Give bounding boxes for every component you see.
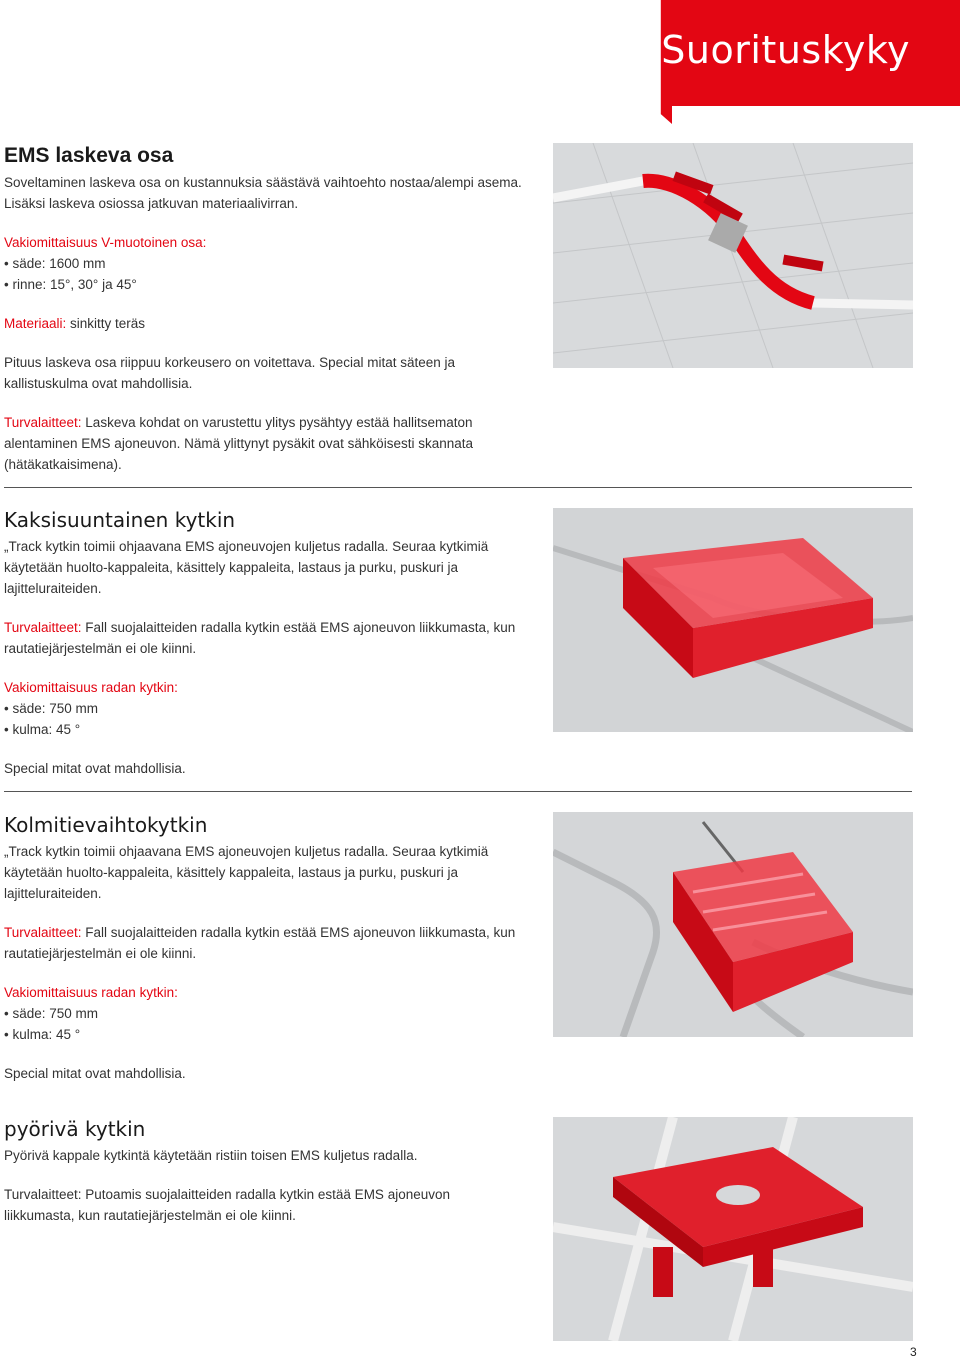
page-number: 3 [910, 1345, 917, 1359]
safety-text: Fall suojalaitteiden radalla kytkin estää EMS ajoneuvon liikkumasta, kun rautatiejärjestelmän ei ole kiinni. [4, 620, 516, 656]
page-title: Suorituskyky [661, 28, 910, 72]
section-title: Kaksisuuntainen kytkin [4, 508, 236, 532]
intro-text: Pyörivä kappale kytkintä käytetään ristiin toisen EMS kuljetus radalla. [4, 1148, 418, 1163]
material-value: sinkitty teräs [66, 316, 146, 331]
intro-text: Soveltaminen laskeva osa on kustannuksia säästävä vaihtoehto nostaa/alempi asema. Lisäksi laskeva osiossa jatkuvan materiaalivirran. [4, 175, 522, 211]
list-item: • säde: 1600 mm [4, 253, 524, 274]
list-item: • säde: 750 mm [4, 698, 524, 719]
safety-line [4, 617, 524, 659]
special-text: Special mitat ovat mahdollisia. [4, 1066, 186, 1081]
spec-list [4, 698, 524, 740]
spec-list [4, 1003, 524, 1045]
safety-text: Fall suojalaitteiden radalla kytkin estää EMS ajoneuvon liikkumasta, kun rautatiejärjestelmän ei ole kiinni. [4, 925, 516, 961]
section-title: pyörivä kytkin [4, 1117, 146, 1141]
section-kolmitievaihtokytkin [4, 813, 524, 1102]
safety-label: Turvalaitteet: [4, 415, 82, 430]
spec-list [4, 253, 524, 295]
standard-label: Vakiomittaisuus radan kytkin: [4, 985, 178, 1000]
intro-text: „Track kytkin toimii ohjaavana EMS ajoneuvojen kuljetus radalla. Seuraa kytkimiä käytetään huolto-kappaleita, käsittely kappaleita, lastaus ja purku, puskuri ja lajitteluraiteiden. [4, 539, 489, 596]
header-tab [661, 0, 960, 106]
kaksisuuntainen-kytkin-image [553, 508, 913, 732]
list-item: • kulma: 45 ° [4, 1024, 524, 1045]
divider [4, 791, 912, 792]
safety-line [4, 412, 524, 475]
length-text: Pituus laskeva osa riippuu korkeusero on voitettava. Special mitat säteen ja kallistuskulma ovat mahdollisia. [4, 355, 455, 391]
safety-label: Turvalaitteet: [4, 620, 82, 635]
laskeva-osa-image [553, 143, 913, 368]
kolmitievaihtokytkin-image [553, 812, 913, 1037]
special-text: Special mitat ovat mahdollisia. [4, 761, 186, 776]
divider [4, 487, 912, 488]
list-item: • kulma: 45 ° [4, 719, 524, 740]
standard-label: Vakiomittaisuus radan kytkin: [4, 680, 178, 695]
section-title: EMS laskeva osa [4, 144, 174, 167]
safety-label: Turvalaitteet: [4, 925, 82, 940]
safety-text: Laskeva kohdat on varustettu ylitys pysähtyy estää hallitsematon alentaminen EMS ajoneuvon. Nämä ylittynyt pysäkit ovat sähköisesti skannata (hätäkatkaisimena). [4, 415, 473, 472]
section-title: Kolmitievaihtokytkin [4, 813, 208, 837]
standard-label: Vakiomittaisuus V-muotoinen osa: [4, 235, 207, 250]
list-item: • rinne: 15°, 30° ja 45° [4, 274, 524, 295]
safety-line [4, 922, 524, 964]
material-line [4, 313, 524, 334]
pyoriva-kytkin-image [553, 1117, 913, 1341]
safety-text: Turvalaitteet: Putoamis suojalaitteiden radalla kytkin estää EMS ajoneuvon liikkumasta, kun rautatiejärjestelmän ei ole kiinni. [4, 1187, 450, 1223]
intro-text: „Track kytkin toimii ohjaavana EMS ajoneuvojen kuljetus radalla. Seuraa kytkimiä käytetään huolto-kappaleita, käsittely kappaleita, lastaus ja purku, puskuri ja lajitteluraiteiden. [4, 844, 489, 901]
material-label: Materiaali: [4, 316, 67, 331]
section-pyoriva-kytkin [4, 1117, 524, 1244]
section-kaksisuuntainen-kytkin [4, 508, 524, 797]
section-laskeva-osa [4, 144, 524, 493]
list-item: • säde: 750 mm [4, 1003, 524, 1024]
